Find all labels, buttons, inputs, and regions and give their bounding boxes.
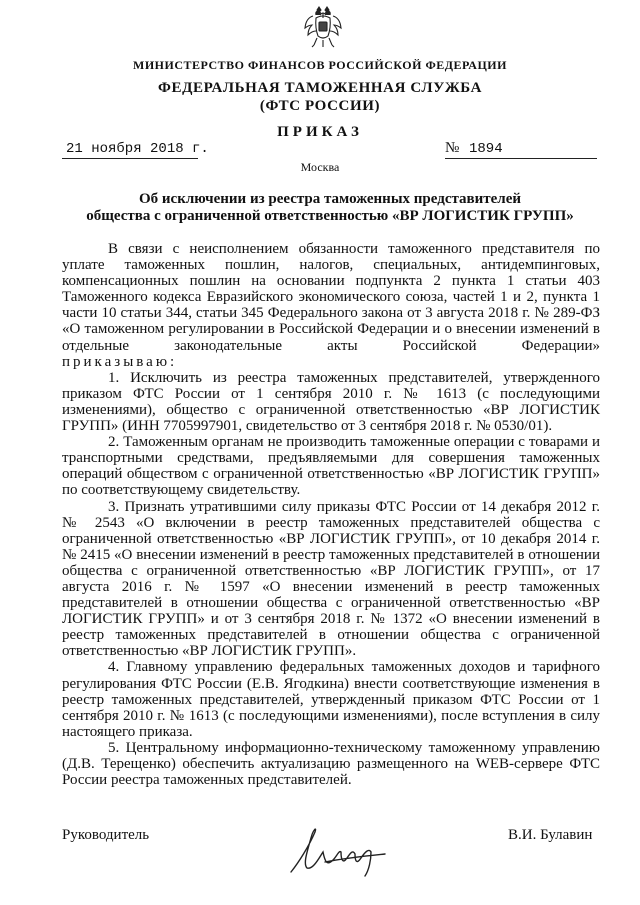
document-body	[62, 241, 600, 788]
city: Москва	[300, 160, 340, 174]
document-title-line2: общества с ограниченной ответственностью «ВР ЛОГИСТИК ГРУПП»	[86, 208, 574, 224]
order-item-5: 5. Центральному информационно-техническому таможенному управлению (Д.В. Терещенко) обеспечить актуализацию размещенного на WEB-сервере ФТС России реестра таможенных представителей.	[62, 739, 600, 789]
order-number-label: №	[445, 140, 460, 156]
service-name: ФЕДЕРАЛЬНАЯ ТАМОЖЕННАЯ СЛУЖБА	[157, 80, 483, 96]
signatory-name: В.И. Булавин	[508, 827, 593, 843]
order-item-3: 3. Признать утратившими силу приказы ФТС России от 14 декабря 2012 г. № 2543 «О включении в реестр таможенных представителей общества с ограниченной ответственностью «ВР ЛОГИСТИК ГРУПП», от 10 декабря 2014 г. № 2415 «О внесении изменений в реестр таможенных представителей в отношении общества с ограниченной ответственностью «ВР ЛОГИСТИК ГРУПП», от 17 августа 2016 г. № 1597 «О внесении изменений в реестр таможенных представителей в отношении общества с ограниченной ответственностью «ВР ЛОГИСТИК ГРУПП» и от 3 сентября 2018 г. № 1372 «О внесении изменений в реестр таможенных представителей в отношении общества с ограниченной ответственностью «ВР ЛОГИСТИК ГРУПП».	[62, 498, 600, 660]
number-underline	[445, 158, 597, 159]
ministry-name: МИНИСТЕРСТВО ФИНАНСОВ РОССИЙСКОЙ ФЕДЕРАЦИИ	[133, 58, 507, 72]
date-underline	[62, 158, 198, 159]
service-short-name: (ФТС РОССИИ)	[259, 98, 381, 114]
document-type: ПРИКАЗ	[277, 124, 363, 140]
order-date: 21 ноября 2018 г.	[66, 141, 209, 157]
order-item-1: 1. Исключить из реестра таможенных представителей, утвержденного приказом ФТС России от 1 сентября 2010 г. № 1613 (с последующими изменениями), общество с ограниченной ответственностью «ВР ЛОГИСТИК ГРУПП» (ИНН 7705997901, свидетельство от 3 сентября 2018 г. № 0530/01).	[62, 369, 600, 435]
coat-of-arms-emblem	[303, 6, 343, 50]
document-title-line1: Об исключении из реестра таможенных представителей	[138, 191, 522, 207]
preamble-paragraph: В связи с неисполнением обязанности таможенного представителя по уплате таможенных пошлин, налогов, специальных, антидемпинговых, компенсационных пошлин на основании подпункта 2 пункта 1 статьи 403 Таможенного кодекса Евразийского экономического союза, частей 1 и 2, пункта 1 части 10 статьи 344, статьи 345 Федерального закона от 3 августа 2018 г. № 289-ФЗ «О таможенном регулировании в Российской Федерации и о внесении изменений в отдельные законодательные акты Российской Федерации»	[62, 241, 600, 354]
order-item-2: 2. Таможенным органам не производить таможенные операции с товарами и транспортными средствами, предъявляемыми для совершения таможенных операций обществом с ограниченной ответственностью «ВР ЛОГИСТИК ГРУПП» по соответствующему свидетельству.	[62, 434, 600, 499]
order-item-4: 4. Главному управлению федеральных таможенных доходов и тарифного регулирования ФТС России (Е.В. Ягодкина) внести соответствующие изменения в реестр таможенных представителей, утвержденный приказом ФТС России от 1 сентября 2010 г. № 1613 (с последующими изменениями), после вступления в силу настоящего приказа.	[62, 659, 600, 740]
order-word: приказываю:	[62, 353, 178, 370]
signatory-position: Руководитель	[62, 827, 150, 843]
order-number: 1894	[469, 141, 503, 157]
handwritten-signature	[285, 822, 390, 880]
